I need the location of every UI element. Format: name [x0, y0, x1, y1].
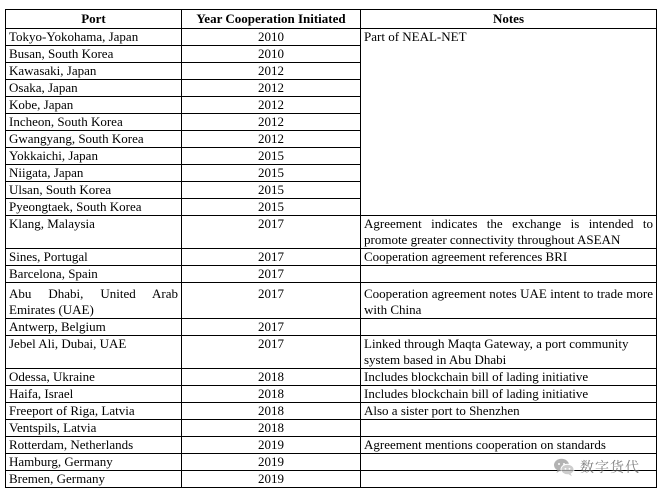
- header-port: Port: [6, 10, 182, 29]
- port-cell: Barcelona, Spain: [6, 266, 182, 283]
- port-cell: Niigata, Japan: [6, 165, 182, 182]
- port-cell: Tokyo-Yokohama, Japan: [6, 29, 182, 46]
- year-cell: 2015: [182, 182, 361, 199]
- table-row: [6, 266, 657, 283]
- year-cell: 2018: [182, 369, 361, 386]
- year-cell: 2018: [182, 420, 361, 437]
- year-cell: 2012: [182, 114, 361, 131]
- ports-table: [5, 9, 657, 488]
- port-cell: Osaka, Japan: [6, 80, 182, 97]
- year-cell: 2017: [182, 216, 361, 249]
- table-row: [6, 403, 657, 420]
- port-cell: Bremen, Germany: [6, 471, 182, 488]
- year-cell: 2017: [182, 283, 361, 319]
- year-cell: 2010: [182, 29, 361, 46]
- notes-cell: Also a sister port to Shenzhen: [361, 403, 657, 420]
- port-cell: Klang, Malaysia: [6, 216, 182, 249]
- year-cell: 2017: [182, 336, 361, 369]
- table-row: [6, 216, 657, 249]
- year-cell: 2012: [182, 131, 361, 148]
- year-cell: 2015: [182, 148, 361, 165]
- watermark-text: 数字货代: [580, 460, 640, 476]
- port-cell: Jebel Ali, Dubai, UAE: [6, 336, 182, 369]
- table-row: [6, 437, 657, 454]
- notes-cell: Agreement indicates the exchange is intended to promote greater connectivity throughout ASEAN: [361, 216, 657, 249]
- port-cell: Busan, South Korea: [6, 46, 182, 63]
- port-cell: Rotterdam, Netherlands: [6, 437, 182, 454]
- table-row: [6, 319, 657, 336]
- notes-cell: Cooperation agreement references BRI: [361, 249, 657, 266]
- port-cell: Haifa, Israel: [6, 386, 182, 403]
- port-cell: Odessa, Ukraine: [6, 369, 182, 386]
- year-cell: 2017: [182, 266, 361, 283]
- table-row: [6, 336, 657, 369]
- notes-cell: [361, 319, 657, 336]
- notes-cell: [361, 420, 657, 437]
- notes-cell: Includes blockchain bill of lading initiative: [361, 369, 657, 386]
- year-cell: 2012: [182, 97, 361, 114]
- port-cell: Freeport of Riga, Latvia: [6, 403, 182, 420]
- port-cell: Ventspils, Latvia: [6, 420, 182, 437]
- port-cell: Sines, Portugal: [6, 249, 182, 266]
- port-cell: Kobe, Japan: [6, 97, 182, 114]
- port-cell: Kawasaki, Japan: [6, 63, 182, 80]
- table-row: [6, 249, 657, 266]
- table-row: [6, 386, 657, 403]
- year-cell: 2017: [182, 319, 361, 336]
- port-cell: Pyeongtaek, South Korea: [6, 199, 182, 216]
- year-cell: 2018: [182, 386, 361, 403]
- notes-cell: Includes blockchain bill of lading initiative: [361, 386, 657, 403]
- port-cell: Ulsan, South Korea: [6, 182, 182, 199]
- year-cell: 2015: [182, 199, 361, 216]
- year-cell: 2012: [182, 80, 361, 97]
- port-cell: Incheon, South Korea: [6, 114, 182, 131]
- header-year: Year Cooperation Initiated: [182, 10, 361, 29]
- port-cell: Antwerp, Belgium: [6, 319, 182, 336]
- header-row: [6, 10, 657, 29]
- port-cell: Abu Dhabi, United Arab Emirates (UAE): [6, 283, 182, 319]
- port-cell: Yokkaichi, Japan: [6, 148, 182, 165]
- notes-cell: [361, 266, 657, 283]
- watermark: [553, 457, 640, 477]
- year-cell: 2015: [182, 165, 361, 182]
- table-row: [6, 29, 657, 46]
- table-row: [6, 369, 657, 386]
- port-cell: Gwangyang, South Korea: [6, 131, 182, 148]
- table-row: [6, 283, 657, 319]
- table-row: [6, 420, 657, 437]
- year-cell: 2019: [182, 437, 361, 454]
- wechat-icon: [553, 457, 575, 477]
- notes-cell: Agreement mentions cooperation on standards: [361, 437, 657, 454]
- year-cell: 2017: [182, 249, 361, 266]
- notes-cell-neal-net: Part of NEAL-NET: [361, 29, 657, 216]
- year-cell: 2010: [182, 46, 361, 63]
- header-notes: Notes: [361, 10, 657, 29]
- year-cell: 2019: [182, 454, 361, 471]
- year-cell: 2012: [182, 63, 361, 80]
- notes-cell: Cooperation agreement notes UAE intent to trade more with China: [361, 283, 657, 319]
- notes-cell: Linked through Maqta Gateway, a port community system based in Abu Dhabi: [361, 336, 657, 369]
- year-cell: 2018: [182, 403, 361, 420]
- year-cell: 2019: [182, 471, 361, 488]
- port-cell: Hamburg, Germany: [6, 454, 182, 471]
